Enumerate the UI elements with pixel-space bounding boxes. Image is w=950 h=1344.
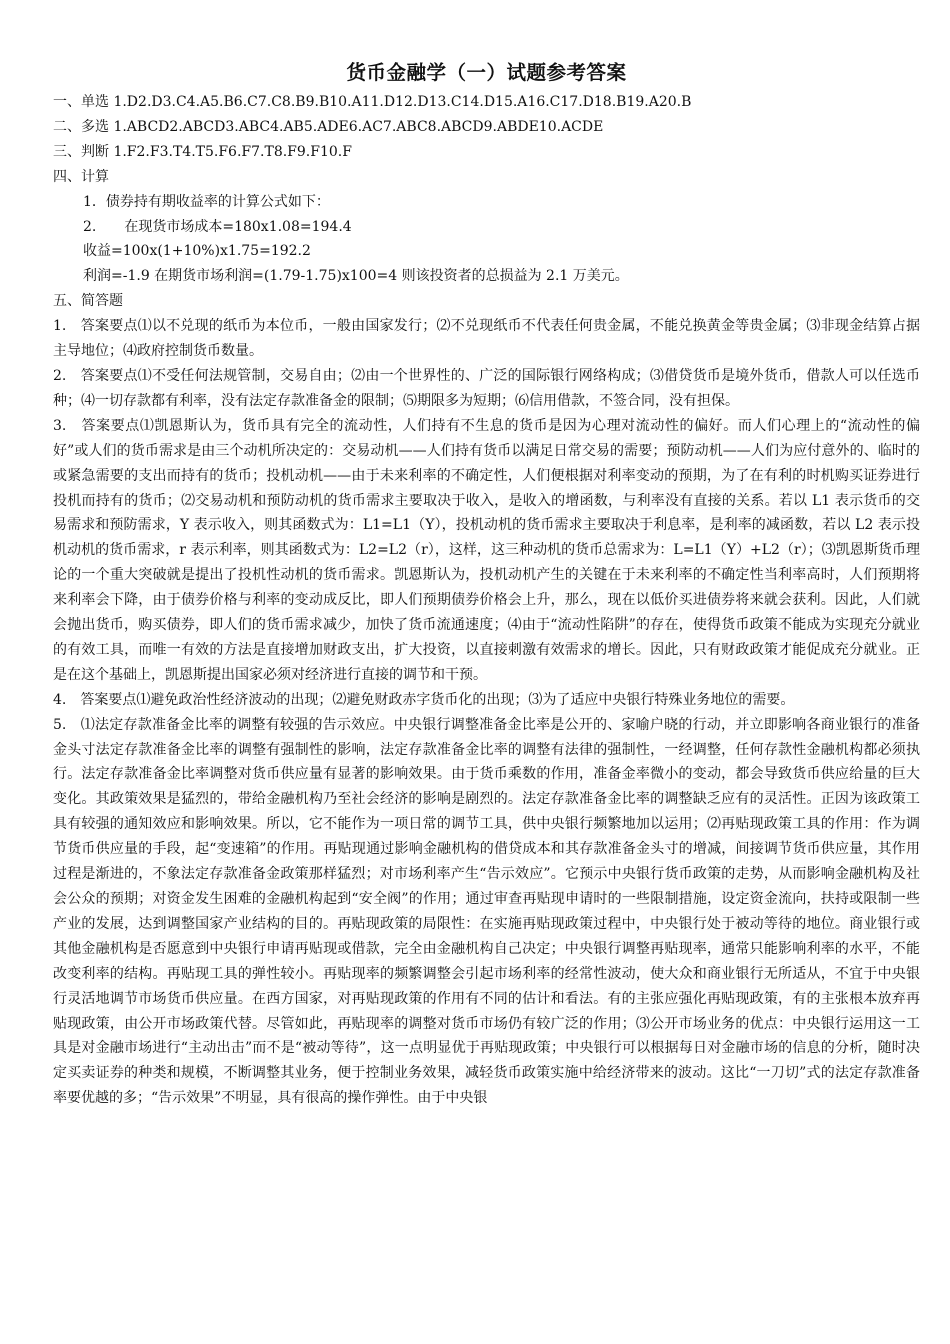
short-answer-3: 3. 答案要点⑴凯恩斯认为，货币具有完全的流动性，人们持有不生息的货币是因为心理对流动性的偏好。而人们心理上的“流动性的偏好”或人们的货币需求是由三个动机所决定的：交易动机——人们持有货币以满足日常交易的需要；预防动机——人们为应付意外的、临时的或紧急需要的支出而持有的货币；投机动机——由于未来利率的不确定性，人们便根据对利率变动的预期，为了在有利的时机购买证券进行投机而持有的货币；⑵交易动机和预防动机的货币需求主要取决于收入，是收入的增函数，与利率没有直接的关系。若以 L1 表示货币的交易需求和预防需求，Y 表示收入，则其函数式为：L1=L1（Y），投机动机的货币需求主要取决于利息率，是利率的减函数，若以 L2 表示投机动机的货币需求，r 表示利率，则其函数式为：L2=L2（r），这样，这三种动机的货币总需求为：L=L1（Y）+L2（r）；⑶凯恩斯货币理论的一个重大突破就是提出了投机性动机的货币需求。凯恩斯认为，投机动机产生的关键在于未来利率的不确定性当利率高时，人们预期将来利率会下降，由于债券价格与利率的变动成反比，即人们预期债券价格会上升，那么，现在以低价买进债券将来就会获利。因此，人们就会抛出货币，购买债券，即人们的货币需求减少，加快了货币流通速度；⑷由于“流动性陷阱”的存在，使得货币政策不能成为实现充分就业的有效工具，而唯一有效的方法是直接增加财政支出，扩大投资，以直接刺激有效需求的增长。因此，只有财政政策才能促成充分就业。正是在这个基础上，凯恩斯提出国家必须对经济进行直接的调节和干预。: [53, 417, 920, 683]
single-choice-answers: 一、单选 1.D2.D3.C4.A5.B6.C7.C8.B9.B10.A11.D12.D13.C14.D15.A16.C17.D18.B19.A20.B: [53, 94, 692, 110]
calculation-line: 1．债券持有期收益率的计算公式如下：: [83, 193, 330, 210]
short-answer-5: 5. ⑴法定存款准备金比率的调整有较强的告示效应。中央银行调整准备金比率是公开的、家喻户晓的行动，并立即影响各商业银行的准备金头寸法定存款准备金比率的调整有强制性的影响，法定存款准备金比率的调整有法律的强制性，一经调整，任何存款性金融机构都必须执行。法定存款准备金比率调整对货币供应量有显著的影响效果。由于货币乘数的作用，准备金率微小的变动，都会导致货币供应给量的巨大变化。其政策效果是猛烈的，带给金融机构乃至社会经济的影响是剧烈的。法定存款准备金比率的调整缺乏应有的灵活性。正因为该政策工具有较强的通知效应和影响效果。所以，它不能作为一项日常的调节工具，供中央银行频繁地加以运用；⑵再贴现政策工具的作用：作为调节货币供应量的手段，起“变速箱”的作用。再贴现通过影响金融机构的借贷成本和其存款准备金头寸的增减，间接调节货币供应量，其作用过程是渐进的，不象法定存款准备金政策那样猛烈；对市场利率产生“告示效应”。它预示中央银行货币政策的走势，从而影响金融机构及社会公众的预期；对资金发生困难的金融机构起到“安全阀”的作用；通过审查再贴现申请时的一些限制措施，设定资金流向，扶持或限制一些产业的发展，达到调整国家产业结构的目的。再贴现政策的局限性：在实施再贴现政策过程中，中央银行处于被动等待的地位。商业银行或其他金融机构是否愿意到中央银行申请再贴现或借款，完全由金融机构自己决定；中央银行调整再贴现率，通常只能影响利率的水平，不能改变利率的结构。再贴现工具的弹性较小。再贴现率的频繁调整会引起市场利率的经常性波动，使大众和商业银行无所适从，不宜于中央银行灵活地调节市场货币供应量。在西方国家，对再贴现政策的作用有不同的估计和看法。有的主张应强化再贴现政策，有的主张根本放弃再贴现政策，由公开市场政策代替。尽管如此，再贴现率的调整对货币市场仍有较广泛的作用；⑶公开市场业务的优点：中央银行运用这一工具是对金融市场进行“主动出击”而不是“被动等待”，这一点明显优于再贴现政策；中央银行可以根据每日对金融市场的信息的分析，随时决定买卖证券的种类和规模，不断调整其业务，便于控制业务效果，减轻货币政策实施中给经济带来的波动。这比“一刀切”式的法定存款准备率要优越的多；“告示效果”不明显，具有很高的操作弹性。由于中央银: [53, 716, 920, 1107]
short-answer-heading: 五、简答题: [53, 293, 123, 310]
calculation-line: 利润=-1.9 在期货市场利润=(1.79-1.75)x100=4 则该投资者的总损益为 2.1 万美元。: [83, 268, 629, 285]
true-false-answers: 三、判断 1.F2.F3.T4.T5.F6.F7.T8.F9.F10.F: [53, 143, 352, 160]
short-answer-1: 1. 答案要点⑴以不兑现的纸币为本位币，一般由国家发行；⑵不兑现纸币不代表任何贵金属，不能兑换黄金等贵金属；⑶非现金结算占据主导地位；⑷政府控制货币数量。: [53, 318, 920, 360]
calculation-line: 2. 在现货市场成本=180x1.08=194.4: [83, 218, 352, 235]
calculation-line: 收益=100x(1+10%)x1.75=192.2: [83, 243, 311, 260]
short-answer-4: 4. 答案要点⑴避免政治性经济波动的出现；⑵避免财政赤字货币化的出现；⑶为了适应中央银行特殊业务地位的需要。: [53, 691, 795, 708]
multiple-choice-answers: 二、多选 1.ABCD2.ABCD3.ABC4.AB5.ADE6.AC7.ABC8.ABCD9.ABDE10.ACDE: [53, 118, 604, 135]
calculation-heading: 四、计算: [53, 168, 109, 185]
page-title: 货币金融学（一）试题参考答案: [346, 61, 627, 84]
short-answer-2: 2. 答案要点⑴不受任何法规管制，交易自由；⑵由一个世界性的、广泛的国际银行网络构成；⑶借贷货币是境外货币，借款人可以任选币种；⑷一切存款都有利率，没有法定存款准备金的限制；⑸期限多为短期；⑹信用借款，不签合同，没有担保。: [53, 367, 920, 409]
